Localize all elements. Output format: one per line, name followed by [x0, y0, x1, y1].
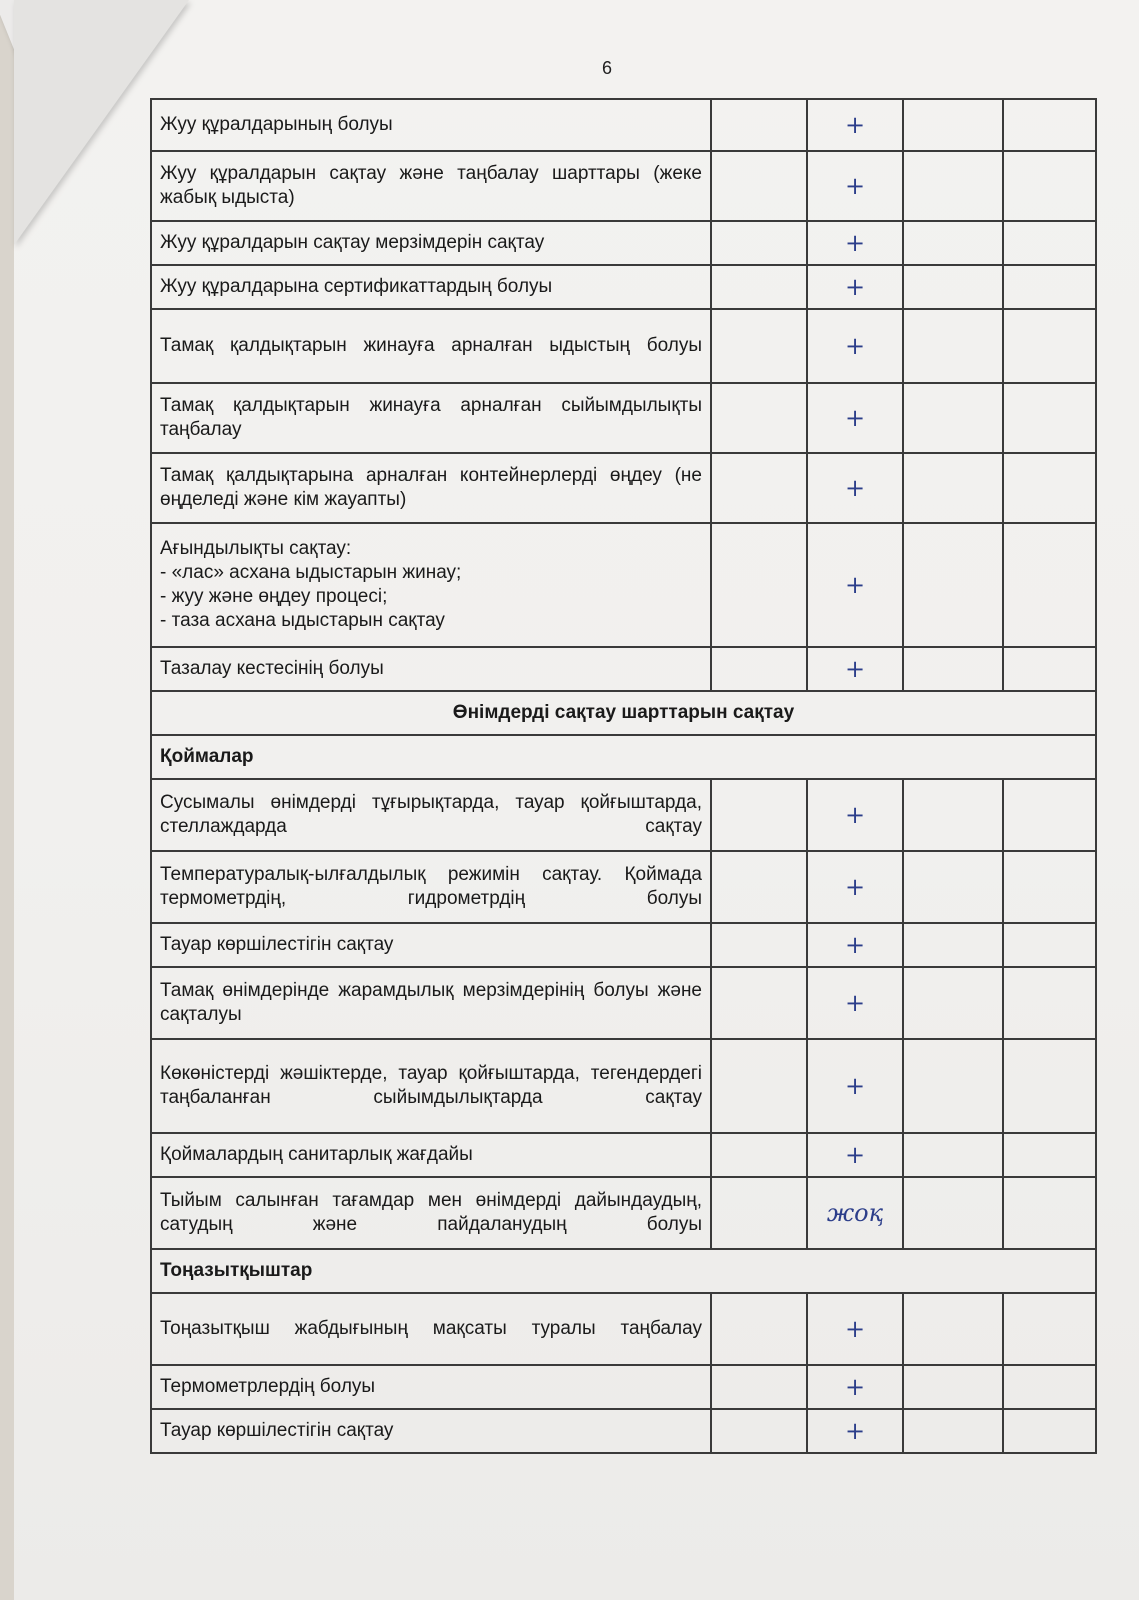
handwritten-mark: + [807, 923, 903, 967]
empty-cell [903, 647, 1003, 691]
empty-cell [903, 923, 1003, 967]
table-row [151, 1039, 1096, 1133]
empty-cell [711, 1293, 807, 1365]
criterion-text: Сусымалы өнімдерді тұғырықтарда, тауар қойғыштарда, стеллаждарда сақтау [151, 779, 711, 851]
subsection-heading: Тоңазытқыштар [151, 1249, 1096, 1293]
empty-cell [903, 383, 1003, 453]
empty-cell [903, 99, 1003, 151]
empty-cell [903, 265, 1003, 309]
criterion-text: Тамақ өнімдерінде жарамдылық мерзімдерінің болуы және сақталуы [151, 967, 711, 1039]
empty-cell [1003, 1177, 1096, 1249]
handwritten-mark: + [807, 1293, 903, 1365]
empty-cell [1003, 383, 1096, 453]
handwritten-mark: + [807, 221, 903, 265]
criterion-text: Тамақ қалдықтарын жинауға арналған ыдыстың болуы [151, 309, 711, 383]
criterion-text: Тыйым салынған тағамдар мен өнімдерді дайындаудың, сатудың және пайдаланудың болуы [151, 1177, 711, 1249]
table-row [151, 151, 1096, 221]
empty-cell [711, 383, 807, 453]
handwritten-mark: + [807, 647, 903, 691]
table-row [151, 1409, 1096, 1453]
empty-cell [1003, 647, 1096, 691]
handwritten-mark: + [807, 383, 903, 453]
empty-cell [903, 779, 1003, 851]
empty-cell [903, 309, 1003, 383]
empty-cell [903, 851, 1003, 923]
handwritten-mark: + [807, 1039, 903, 1133]
empty-cell [711, 1039, 807, 1133]
empty-cell [903, 221, 1003, 265]
table-row [151, 383, 1096, 453]
section-heading: Өнімдерді сақтау шарттарын сақтау [151, 691, 1096, 735]
document-page [14, 0, 1139, 1600]
table-row [151, 735, 1096, 779]
handwritten-mark: + [807, 453, 903, 523]
empty-cell [1003, 1039, 1096, 1133]
handwritten-mark: + [807, 265, 903, 309]
criterion-text: Тоңазытқыш жабдығының мақсаты туралы таңбалау [151, 1293, 711, 1365]
criterion-text: Жуу құралдарының болуы [151, 99, 711, 151]
empty-cell [1003, 779, 1096, 851]
empty-cell [1003, 1133, 1096, 1177]
table-row [151, 453, 1096, 523]
empty-cell [711, 1133, 807, 1177]
handwritten-mark: + [807, 967, 903, 1039]
empty-cell [903, 1365, 1003, 1409]
table-row [151, 779, 1096, 851]
handwritten-mark: жоқ [807, 1177, 903, 1249]
empty-cell [711, 265, 807, 309]
empty-cell [903, 1409, 1003, 1453]
empty-cell [1003, 309, 1096, 383]
empty-cell [1003, 923, 1096, 967]
empty-cell [1003, 1293, 1096, 1365]
criterion-text: Тауар көршілестігін сақтау [151, 923, 711, 967]
empty-cell [903, 967, 1003, 1039]
empty-cell [711, 523, 807, 647]
table-row [151, 851, 1096, 923]
empty-cell [711, 1409, 807, 1453]
subsection-heading: Қоймалар [151, 735, 1096, 779]
empty-cell [1003, 453, 1096, 523]
table-row [151, 1177, 1096, 1249]
empty-cell [711, 923, 807, 967]
criterion-text: Тамақ қалдықтарын жинауға арналған сыйымдылықты таңбалау [151, 383, 711, 453]
empty-cell [903, 1177, 1003, 1249]
criterion-text: Термометрлердің болуы [151, 1365, 711, 1409]
handwritten-mark: + [807, 309, 903, 383]
criterion-text: Көкөністерді жәшіктерде, тауар қойғыштарда, тегендердегі таңбаланған сыйымдылықтарда сақтау [151, 1039, 711, 1133]
criterion-text: Тамақ қалдықтарына арналған контейнерлерді өңдеу (не өңделеді және кім жауапты) [151, 453, 711, 523]
empty-cell [711, 647, 807, 691]
empty-cell [711, 967, 807, 1039]
table-row [151, 99, 1096, 151]
empty-cell [711, 309, 807, 383]
empty-cell [903, 523, 1003, 647]
empty-cell [903, 453, 1003, 523]
criterion-text: Жуу құралдарына сертификаттардың болуы [151, 265, 711, 309]
table-row [151, 1249, 1096, 1293]
table-row [151, 967, 1096, 1039]
table-row [151, 647, 1096, 691]
empty-cell [1003, 967, 1096, 1039]
empty-cell [1003, 851, 1096, 923]
empty-cell [711, 851, 807, 923]
empty-cell [711, 453, 807, 523]
empty-cell [1003, 523, 1096, 647]
empty-cell [711, 1365, 807, 1409]
criterion-text: Қоймалардың санитарлық жағдайы [151, 1133, 711, 1177]
handwritten-mark: + [807, 1409, 903, 1453]
criterion-text: Тазалау кестесінің болуы [151, 647, 711, 691]
table-row [151, 1365, 1096, 1409]
criterion-text: Температуралық-ылғалдылық режимін сақтау. Қоймада термометрдің, гидрометрдің болуы [151, 851, 711, 923]
table-row [151, 1133, 1096, 1177]
handwritten-mark: + [807, 151, 903, 221]
empty-cell [711, 779, 807, 851]
table-row [151, 523, 1096, 647]
empty-cell [711, 1177, 807, 1249]
page-number: 6 [602, 58, 613, 78]
empty-cell [1003, 1409, 1096, 1453]
criterion-text: Ағындылықты сақтау: - «лас» асхана ыдыстарын жинау; - жуу және өңдеу процесі; - таза асхана ыдыстарын сақтау [151, 523, 711, 647]
criterion-text: Тауар көршілестігін сақтау [151, 1409, 711, 1453]
handwritten-mark: + [807, 1133, 903, 1177]
handwritten-mark: + [807, 1365, 903, 1409]
handwritten-mark: + [807, 99, 903, 151]
table-row [151, 221, 1096, 265]
table-row [151, 1293, 1096, 1365]
handwritten-mark: + [807, 523, 903, 647]
empty-cell [1003, 221, 1096, 265]
table-row [151, 265, 1096, 309]
empty-cell [1003, 99, 1096, 151]
empty-cell [711, 99, 807, 151]
checklist-table [150, 98, 1097, 1454]
empty-cell [711, 221, 807, 265]
handwritten-mark: + [807, 851, 903, 923]
table-row [151, 691, 1096, 735]
criterion-text: Жуу құралдарын сақтау және таңбалау шарттары (жеке жабық ыдыста) [151, 151, 711, 221]
empty-cell [1003, 151, 1096, 221]
table-row [151, 923, 1096, 967]
empty-cell [711, 151, 807, 221]
criterion-text: Жуу құралдарын сақтау мерзімдерін сақтау [151, 221, 711, 265]
handwritten-mark: + [807, 779, 903, 851]
empty-cell [903, 151, 1003, 221]
empty-cell [1003, 265, 1096, 309]
empty-cell [903, 1039, 1003, 1133]
table-row [151, 309, 1096, 383]
empty-cell [1003, 1365, 1096, 1409]
empty-cell [903, 1293, 1003, 1365]
empty-cell [903, 1133, 1003, 1177]
